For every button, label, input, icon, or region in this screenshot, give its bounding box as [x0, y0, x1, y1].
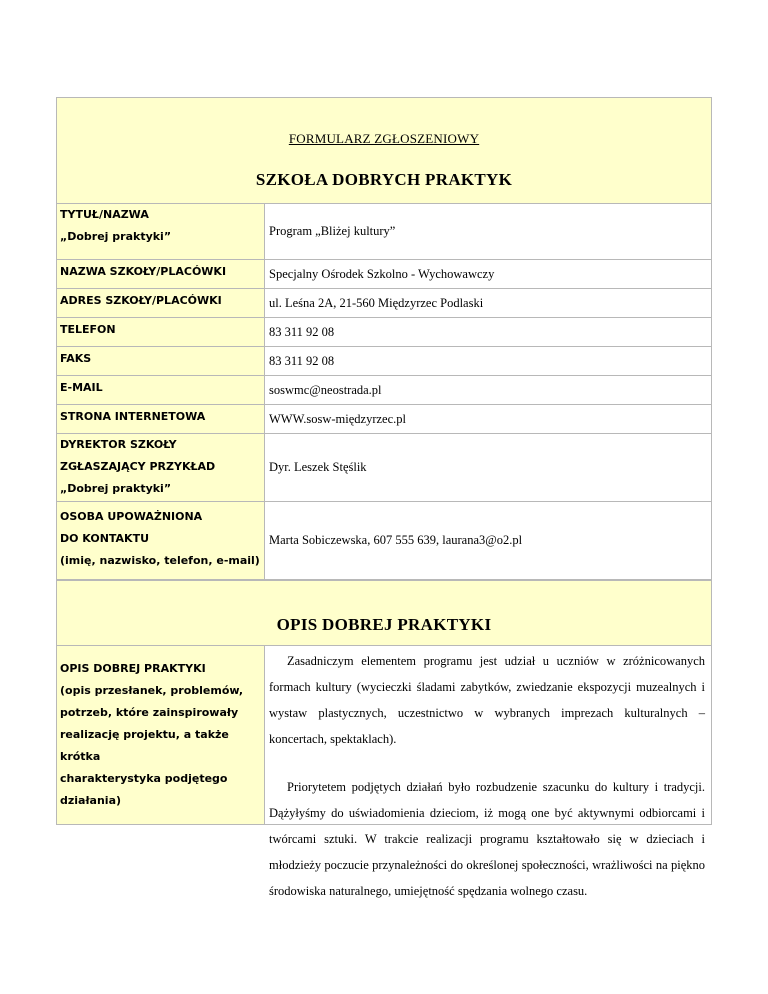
form-subtitle: FORMULARZ ZGŁOSZENIOWY [288, 131, 480, 146]
row-phone [57, 318, 711, 347]
application-form [56, 97, 712, 898]
row-label [57, 502, 265, 579]
label-line: DYREKTOR SZKOŁY [60, 438, 177, 451]
row-label [57, 434, 265, 501]
row-label [57, 318, 265, 346]
row-director [57, 434, 711, 502]
row-label [57, 376, 265, 404]
row-fax [57, 347, 711, 376]
row-description [57, 646, 711, 898]
row-value: ul. Leśna 2A, 21-560 Międzyrzec Podlaski [269, 295, 484, 310]
label-line: realizację projektu, a także krótka [60, 728, 229, 763]
label-line: ZGŁASZAJĄCY PRZYKŁAD [60, 460, 216, 473]
row-label [57, 347, 265, 375]
section-header [57, 580, 711, 646]
label-line: działania) [60, 794, 122, 807]
label-line: (opis przesłanek, problemów, [60, 684, 244, 697]
label-line: „Dobrej praktyki” [60, 482, 172, 495]
row-school-address [57, 289, 711, 318]
label-line: OSOBA UPOWAŻNIONA [60, 510, 203, 523]
description-text [265, 646, 711, 898]
row-value: Specjalny Ośrodek Szkolno - Wychowawczy [269, 266, 495, 281]
description-paragraph: Zasadniczym elementem programu jest udział u uczniów w zróżnicowanych formach kultury (wycieczki śladami zabytków, zwiedzanie ekspozycji muzealnych i wystaw plastycznych, uczestnictwo w wybranych imprezach kulturalnych – koncertach, spektaklach). [269, 654, 705, 746]
row-contact-person [57, 502, 711, 580]
form-header [57, 98, 711, 204]
label-line: DO KONTAKTU [60, 532, 150, 545]
row-email [57, 376, 711, 405]
row-label [57, 204, 265, 259]
label-line: TELEFON [60, 323, 116, 336]
row-value: Marta Sobiczewska, 607 555 639, laurana3@o2.pl [269, 533, 523, 547]
label-line: TYTUŁ/NAZWA [60, 208, 149, 221]
section-title: OPIS DOBREJ PRAKTYKI [276, 615, 492, 634]
row-value: Dyr. Leszek Stęślik [269, 460, 367, 474]
row-label [57, 260, 265, 288]
row-value: soswmc@neostrada.pl [269, 382, 382, 397]
row-value: 83 311 92 08 [269, 353, 335, 368]
row-value: 83 311 92 08 [269, 324, 335, 339]
row-label [57, 405, 265, 433]
label-line: FAKS [60, 352, 92, 365]
form-title: SZKOŁA DOBRYCH PRAKTYK [255, 170, 513, 189]
row-title [57, 204, 711, 260]
description-paragraph: Priorytetem podjętych działań było rozbudzenie szacunku do kultury i tradycji. Dążyłyśmy do uświadomienia dzieciom, iż mogą one być aktywnymi odbiorcami i twórcami sztuki. W trakcie realizacji programu kształtowało się w dzieciach i młodzieży poczucie przynależności do określonej społeczności, wrażliwości na piękno środowiska naturalnego, umiejętność spędzania wolnego czasu. [269, 780, 705, 898]
label-line: OPIS DOBREJ PRAKTYKI [60, 662, 206, 675]
row-value: Program „Bliżej kultury” [269, 224, 396, 238]
label-line: potrzeb, które zainspirowały [60, 706, 239, 719]
label-line: E-MAIL [60, 381, 103, 394]
row-value: WWW.sosw-międzyrzec.pl [269, 411, 406, 426]
label-line: ADRES SZKOŁY/PLACÓWKI [60, 294, 222, 307]
row-website [57, 405, 711, 434]
label-line: NAZWA SZKOŁY/PLACÓWKI [60, 265, 227, 278]
row-school-name [57, 260, 711, 289]
label-line: STRONA INTERNETOWA [60, 410, 206, 423]
label-line: (imię, nazwisko, telefon, e-mail) [60, 554, 260, 567]
label-line: „Dobrej praktyki” [60, 230, 172, 243]
row-label [57, 289, 265, 317]
label-line: charakterystyka podjętego [60, 772, 228, 785]
description-label [57, 646, 265, 824]
